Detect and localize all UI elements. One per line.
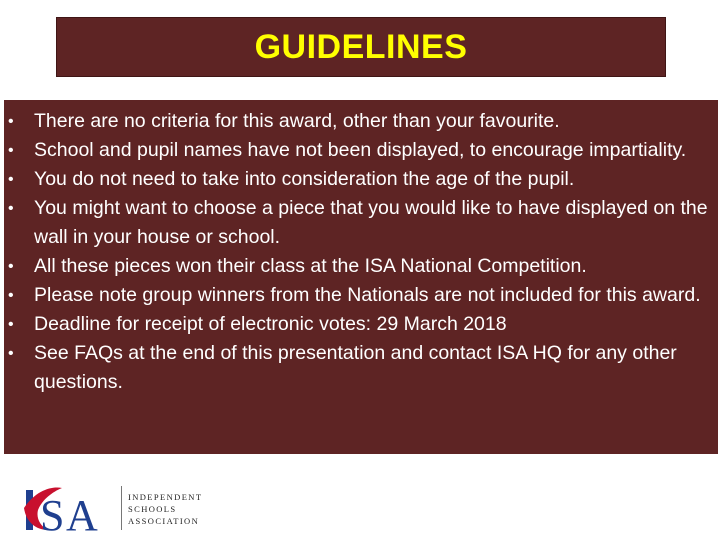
title-banner [56, 17, 666, 77]
list-item-text: See FAQs at the end of this presentation and contact ISA HQ for any other questions. [34, 342, 677, 393]
bullet-icon: • [8, 113, 14, 130]
list-item-text: School and pupil names have not been displayed, to encourage impartiality. [34, 139, 687, 161]
bullet-icon: • [8, 345, 14, 362]
list-item [4, 310, 718, 339]
svg-text:S: S [40, 491, 65, 536]
bullet-icon: • [8, 142, 14, 159]
list-item [4, 194, 718, 252]
list-item-text: Deadline for receipt of electronic votes: 29 March 2018 [34, 313, 507, 335]
list-item-text: You might want to choose a piece that you would like to have displayed on the wall in your house or school. [34, 197, 708, 248]
list-item-text: You do not need to take into consideration the age of the pupil. [34, 168, 575, 190]
guidelines-panel [4, 100, 718, 454]
list-item-text: There are no criteria for this award, other than your favourite. [34, 110, 560, 132]
logo-divider [121, 486, 122, 530]
list-item [4, 165, 718, 194]
guidelines-list [4, 100, 718, 397]
list-item [4, 136, 718, 165]
list-item [4, 107, 718, 136]
bullet-icon: • [8, 171, 14, 188]
bullet-icon: • [8, 200, 14, 217]
bullet-icon: • [8, 287, 14, 304]
list-item [4, 252, 718, 281]
isa-logo [22, 480, 202, 536]
list-item-text: Please note group winners from the Nationals are not included for this award. [34, 284, 701, 306]
page-title: GUIDELINES [254, 27, 468, 66]
list-item [4, 339, 718, 397]
list-item-text: All these pieces won their class at the ISA National Competition. [34, 255, 587, 277]
isa-logo-icon [22, 480, 102, 536]
logo-line-2: SCHOOLS [128, 504, 177, 514]
logo-line-3: ASSOCIATION [128, 516, 200, 526]
list-item [4, 281, 718, 310]
bullet-icon: • [8, 316, 14, 333]
logo-line-1: INDEPENDENT [128, 492, 203, 502]
bullet-icon: • [8, 258, 14, 275]
svg-text:A: A [66, 491, 98, 536]
